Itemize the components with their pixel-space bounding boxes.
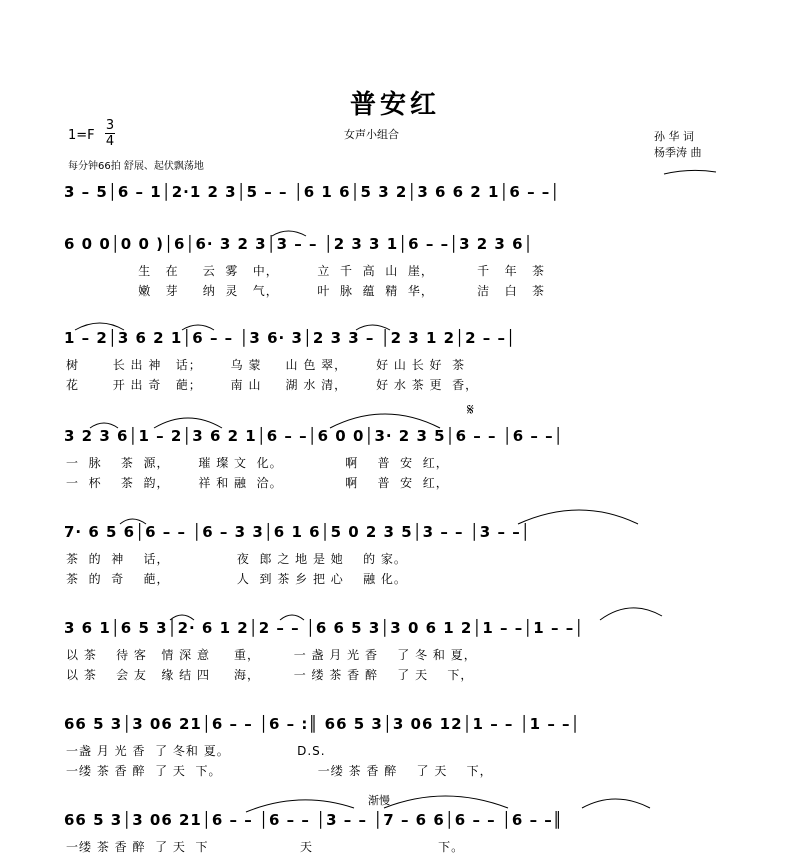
tempo-marking: 每分钟66拍 舒展、起伏飘荡地 — [68, 161, 204, 172]
lyricist-credit: 孙 华 词 — [654, 130, 694, 143]
notes-line: 66 5 3│3 06 21│6 – – │6 – – │3 – – │7 – 6 6│6 – – │6 – –║ — [64, 811, 563, 829]
slur — [272, 231, 306, 236]
slur — [246, 800, 354, 812]
slur — [90, 423, 118, 428]
slur — [280, 615, 304, 620]
lyrics-verse-1: 一缕 茶 香 醉 了 天 下 天 下。 — [66, 840, 465, 854]
lyrics-verse-1: 以 茶 待 客 情 深 意 重， 一 盏 月 光 香 了 冬 和 夏， — [66, 648, 477, 662]
slur — [170, 615, 194, 620]
lyrics-verse-1: 树 长 出 神 话； 乌 蒙 山 色 翠， 好 山 长 好 茶 — [66, 358, 466, 372]
ritardando-marking: 渐慢 — [368, 794, 390, 807]
notes-line: 66 5 3│3 06 21│6 – – │6 – :║ 66 5 3│3 06 12│1 – – │1 – –│ — [64, 715, 581, 733]
subtitle: 女声小组合 — [344, 128, 399, 141]
composer-credit: 杨季涛 曲 — [654, 146, 702, 159]
slur — [182, 325, 214, 330]
notes-line: 3 – 5│6 – 1│2·1 2 3│5 – – │6 1 6│5 3 2│3 6 6 2 1│6 – –│ — [64, 183, 561, 201]
notes-line: 1 – 2│3 6 2 1│6 – – │3 6· 3│2 3 3 – │2 3 1 2│2 – –│ — [64, 329, 517, 347]
notes-line: 3 6 1│6 5 3│2· 6 1 2│2 – – │6 6 5 3│3 0 6 1 2│1 – –│1 – –│ — [64, 619, 585, 637]
lyrics-verse-2: 一 杯 茶 韵， 祥 和 融 洽。 啊 普 安 红， — [66, 476, 449, 490]
slur — [518, 510, 638, 524]
notes-line: 6 0 0│0 0 )│6│6· 3 2 3│3 – – │2 3 3 1│6 – –│3 2 3 6│ — [64, 235, 534, 253]
slur — [356, 325, 390, 330]
slur — [154, 418, 222, 428]
lyrics-verse-2: 一缕 茶 香 醉 了 天 下。 一缕 茶 香 醉 了 天 下， — [66, 764, 493, 778]
time-bottom: 4 — [105, 134, 115, 149]
segno-icon: 𝄋 — [467, 400, 474, 419]
lyrics-verse-1: 茶 的 神 话， 夜 郎 之 地 是 她 的 家。 — [66, 552, 407, 566]
slur — [120, 519, 146, 524]
lyrics-verse-2: 茶 的 奇 葩， 人 到 茶 乡 把 心 融 化。 — [66, 572, 407, 586]
lyrics-verse-2: 嫩 芽 纳 灵 气， 叶 脉 蕴 精 华， 洁 白 茶 — [66, 284, 546, 298]
notes-line: 7· 6 5 6│6 – – │6 – 3 3│6 1 6│5 0 2 3 5│3 – – │3 – –│ — [64, 523, 531, 541]
lyrics-verse-1: 一盏 月 光 香 了 冬和 夏。 D.S. — [66, 744, 326, 758]
slur — [330, 414, 440, 428]
slur — [664, 170, 716, 174]
slur — [75, 323, 124, 330]
song-title: 普安红 — [349, 90, 440, 120]
slur — [582, 799, 650, 808]
key-signature: 1=F — [68, 128, 95, 143]
lyrics-verse-1: 生 在 云 雾 中， 立 千 高 山 崖， 千 年 茶 — [66, 264, 546, 278]
notes-line: 3 2 3 6│1 – 2│3 6 2 1│6 – –│6 0 0│3· 2 3 5│6 – – │6 – –│ — [64, 427, 564, 445]
time-top: 3 — [105, 118, 115, 133]
lyrics-verse-2: 以 茶 会 友 缘 结 四 海， 一 缕 茶 香 醉 了 天 下， — [66, 668, 474, 682]
slur — [384, 796, 508, 808]
lyrics-verse-2: 花 开 出 奇 葩； 南 山 湖 水 清， 好 水 茶 更 香， — [66, 378, 479, 392]
lyrics-verse-1: 一 脉 茶 源， 璀 璨 文 化。 啊 普 安 红， — [66, 456, 449, 470]
slur — [600, 608, 662, 620]
